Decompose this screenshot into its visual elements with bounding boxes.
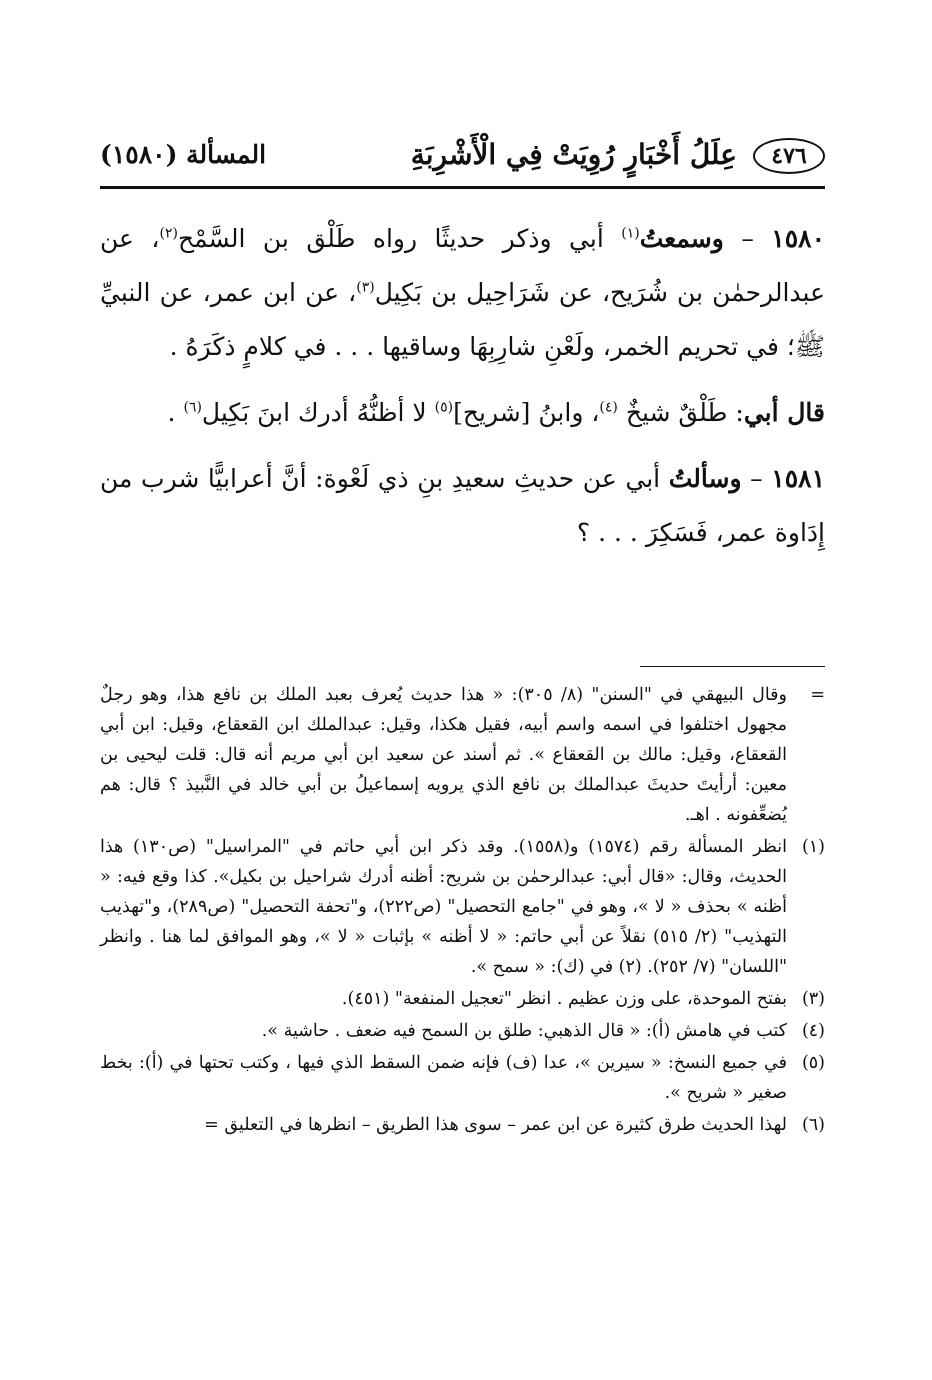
footnote-mark: (٥) — [801, 1053, 825, 1073]
issue-label: المسألة (١٥٨٠) — [100, 140, 267, 169]
footnote-mark: (٣) — [801, 989, 825, 1009]
footnote-separator — [640, 666, 825, 667]
body-text: لا أظنُّهُ أدرك ابنَ بَكِيل — [201, 398, 435, 427]
footnote — [100, 1048, 825, 1108]
footnote-ref: (٣) — [356, 279, 375, 296]
footnote — [100, 1016, 825, 1046]
footnotes — [100, 680, 825, 1142]
footnote — [100, 1110, 825, 1140]
body-text: : طَلْقٌ شيخٌ — [617, 398, 744, 427]
issue-number: ١٥٨٠ — [771, 224, 826, 253]
footnote-ref: (٦) — [183, 399, 202, 416]
body-text: أبي وذكر حديثًا رواه طَلْق بن السَّمْح — [177, 224, 622, 253]
footnote-ref: (٥) — [434, 399, 454, 416]
footnote — [100, 984, 825, 1014]
lead-word: وسمعتُ — [639, 224, 724, 253]
body-text: ، عن ابن عمر، عن النبيِّ ﷺ؛ في تحريم الخمر، ولَعْنِ شارِبِهَا وساقيها . . . في كلامٍ ذكَرَهُ . — [100, 278, 825, 361]
footnote-ref: (٢) — [159, 225, 178, 242]
dash: – — [741, 464, 772, 493]
main-text — [100, 212, 825, 560]
footnote-ref: (١) — [621, 225, 640, 242]
paragraph-1581 — [100, 452, 825, 560]
footnote-text: في جميع النسخ: « سيرين »، عدا (ف) فإنه ضمن السقط الذي فيها ، وكتب تحتها في (أ): بخط صغير « شريح ». — [100, 1053, 787, 1103]
footnote-mark: (٤) — [801, 1021, 825, 1041]
dash: – — [723, 224, 772, 253]
footnote-mark: (٦) — [801, 1115, 825, 1135]
footnote-text: لهذا الحديث طرق كثيرة عن ابن عمر – سوى هذا الطريق – انظرها في التعليق = — [204, 1115, 787, 1135]
footnote — [100, 680, 825, 830]
body-text: ، عن عبدالرحمٰن بن شُرَيح، عن شَرَاحِيل بن بَكِيل — [100, 224, 826, 307]
body-text: أبي عن حديثِ سعيدِ بنِ ذي لَعْوة: أنَّ أعرابيًّا شرب من إِدَاوة عمر، فَسَكِرَ . . . ؟ — [100, 464, 825, 547]
footnote-ref: (٤) — [599, 399, 618, 416]
issue-number: ١٥٨١ — [771, 464, 825, 493]
footnote-text: وقال البيهقي في "السنن" (٨/ ٣٠٥): « هذا حديث يُعرف بعبد الملك بن نافع هذا، وهو رجلٌ مجهول اختلفوا في اسمه واسم أبيه، فقيل هكذا، وقيل: عبدالملك ابن القعقاع، وقيل: ابن أبي القعقاع، وقيل: مالك بن القعقاع ». ثم أسند عن سعيد ابن أبي مريم أنه قال: قلت ليحيى بن معين: أرأيتَ حديثَ عبدالملك بن نافع الذي يرويه إسماعيلُ بن أبي خالد في النَّبيذ ؟ قال: هم يُضعِّفونه . اهـ. — [100, 685, 787, 825]
body-text: . — [167, 398, 184, 427]
running-title: عِلَلُ أَخْبَارٍ رُوِيَتْ فِي الْأَشْرِبَةِ — [410, 138, 737, 171]
body-text: ، وابنُ [شريح] — [453, 398, 600, 427]
page-header — [100, 130, 825, 182]
footnote-mark: (١) — [801, 837, 825, 857]
footnote-text: انظر المسألة رقم (١٥٧٤) و(١٥٥٨). وقد ذكر ابن أبي حاتم في "المراسيل" (ص١٣٠) هذا الحديث، وقال: «قال أبي: عبدالرحمٰن بن شريح: أظنه أدرك شراحيل بن بكيل». كذا وقع فيه: « أظنه » بحذف « لا »، وهو في "جامع التحصيل" (ص٢٢٢)، و"تحفة التحصيل" (ص٢٨٩)، و"تهذيب التهذيب" (٢/ ٥١٥) نقلاً عن أبي حاتم: « لا أظنه » بإثبات « لا »، وهو الموافق لما هنا . وانظر "اللسان" (٧/ ٢٥٢). (٢) في (ك): « سمح ». — [100, 837, 787, 977]
footnote-text: بفتح الموحدة، على وزن عظيم . انظر "تعجيل المنفعة" (٤٥١). — [341, 989, 787, 1009]
lead-word: قال أبي — [743, 398, 825, 427]
lead-word: وسألتُ — [668, 464, 742, 493]
paragraph-1580 — [100, 212, 825, 374]
paragraph-qala-abi — [100, 386, 825, 440]
footnote-text: كتب في هامش (أ): « قال الذهبي: طلق بن السمح فيه ضعف . حاشية ». — [261, 1021, 787, 1041]
page-number: ٤٧٦ — [753, 138, 825, 174]
footnote — [100, 832, 825, 982]
footnote-mark: = — [810, 685, 825, 705]
header-rule — [100, 186, 825, 189]
